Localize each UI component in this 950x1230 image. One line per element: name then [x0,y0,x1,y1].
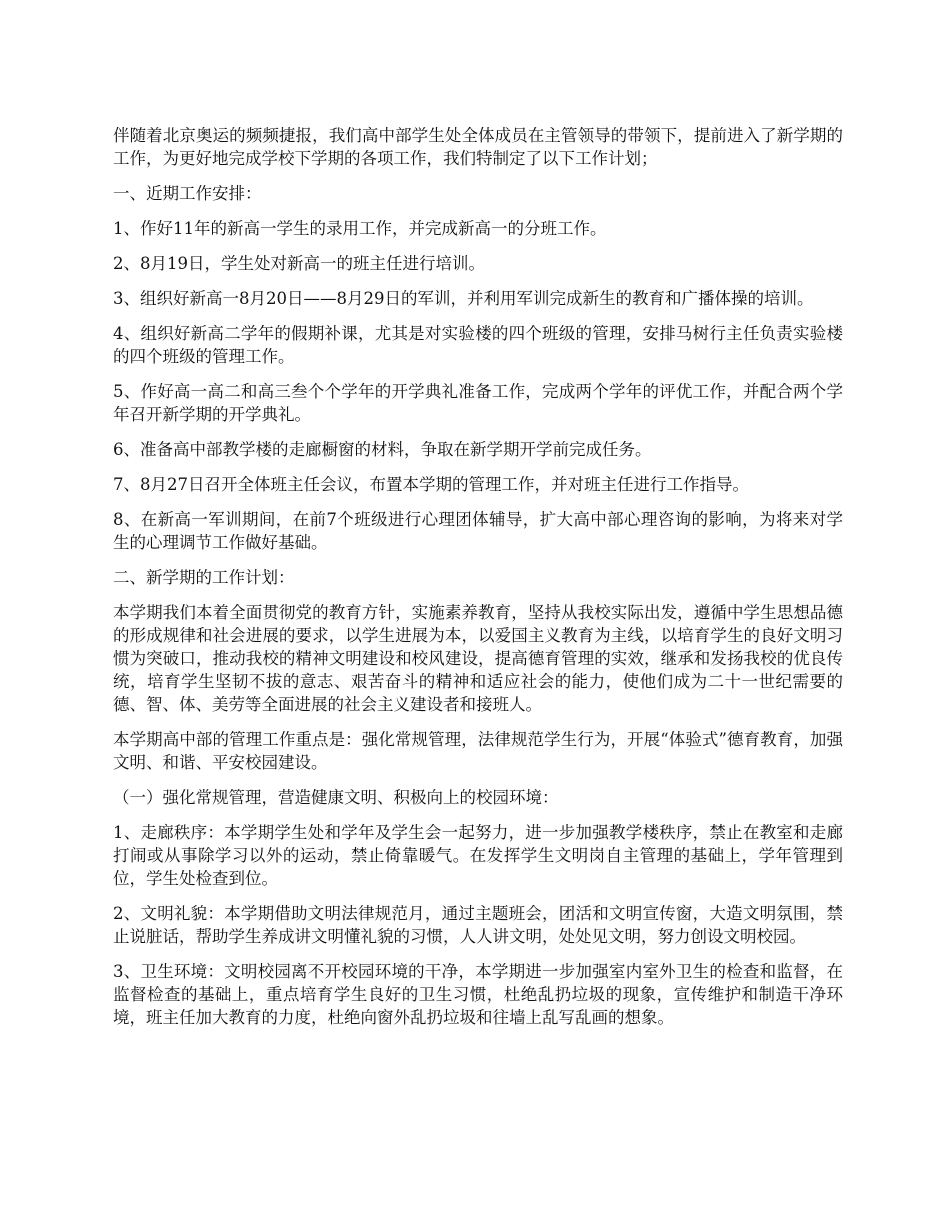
section-heading-new-semester-plan: 二、新学期的工作计划： [113,568,295,587]
list-item: 3、卫生环境：文明校园离不开校园环境的干净，本学期进一步加强室内室外卫生的检查和监督，在监督检查的基础上，重点培育学生良好的卫生习惯，杜绝乱扔垃圾的现象，宣传维护和制造干净环境，班主任加大教育的力度，杜绝向窗外乱扔垃圾和往墙上乱写乱画的想象。 [113,962,843,1027]
list-item: 1、作好11年的新高一学生的录用工作，并完成新高一的分班工作。 [113,219,607,238]
list-item: 6、准备高中部教学楼的走廊橱窗的材料，争取在新学期开学前完成任务。 [113,440,652,459]
list-item: 4、组织好新高二学年的假期补课，尤其是对实验楼的四个班级的管理，安排马树行主任负责实验楼的四个班级的管理工作。 [113,324,843,366]
list-item: 5、作好高一高二和高三叁个个学年的开学典礼准备工作，完成两个学年的评优工作，并配合两个学年召开新学期的开学典礼。 [113,382,843,424]
document-body [113,124,843,1041]
list-item: 1、走廊秩序：本学期学生处和学年及学生会一起努力，进一步加强教学楼秩序，禁止在教室和走廊打闹或从事除学习以外的运动，禁止倚靠暖气。在发挥学生文明岗自主管理的基础上，学年管理到位，学生处检查到位。 [113,823,843,888]
body-paragraph: 本学期高中部的管理工作重点是：强化常规管理，法律规范学生行为，开展“体验式”德育教育，加强文明、和谐、平安校园建设。 [113,730,843,772]
list-item: 8、在新高一军训期间，在前7个班级进行心理团体辅导，扩大高中部心理咨询的影响，为将来对学生的心理调节工作做好基础。 [113,510,843,552]
list-item: 3、组织好新高一8月20日——8月29日的军训，并利用军训完成新生的教育和广播体操的培训。 [113,289,814,308]
intro-paragraph: 伴随着北京奥运的频频捷报，我们高中部学生处全体成员在主管领导的带领下，提前进入了新学期的工作，为更好地完成学校下学期的各项工作，我们特制定了以下工作计划； [113,126,843,168]
list-item: 7、8月27日召开全体班主任会议，布置本学期的管理工作，并对班主任进行工作指导。 [113,475,749,494]
section-heading-recent-work: 一、近期工作安排： [113,184,262,203]
list-item: 2、8月19日，学生处对新高一的班主任进行培训。 [113,254,485,273]
subsection-heading: （一）强化常规管理，营造健康文明、积极向上的校园环境： [113,788,559,807]
list-item: 2、文明礼貌：本学期借助文明法律规范月，通过主题班会，团活和文明宣传窗，大造文明氛围，禁止说脏话，帮助学生养成讲文明懂礼貌的习惯，人人讲文明，处处见文明，努力创设文明校园。 [113,904,843,946]
body-paragraph: 本学期我们本着全面贯彻党的教育方针，实施素养教育，坚持从我校实际出发，遵循中学生思想品德的形成规律和社会进展的要求，以学生进展为本，以爱国主义教育为主线，以培育学生的良好文明习惯为突破口，推动我校的精神文明建设和校风建设，提高德育管理的实效，继承和发扬我校的优良传统，培育学生坚韧不拔的意志、艰苦奋斗的精神和适应社会的能力，使他们成为二十一世纪需要的德、智、体、美劳等全面进展的社会主义建设者和接班人。 [113,603,843,714]
